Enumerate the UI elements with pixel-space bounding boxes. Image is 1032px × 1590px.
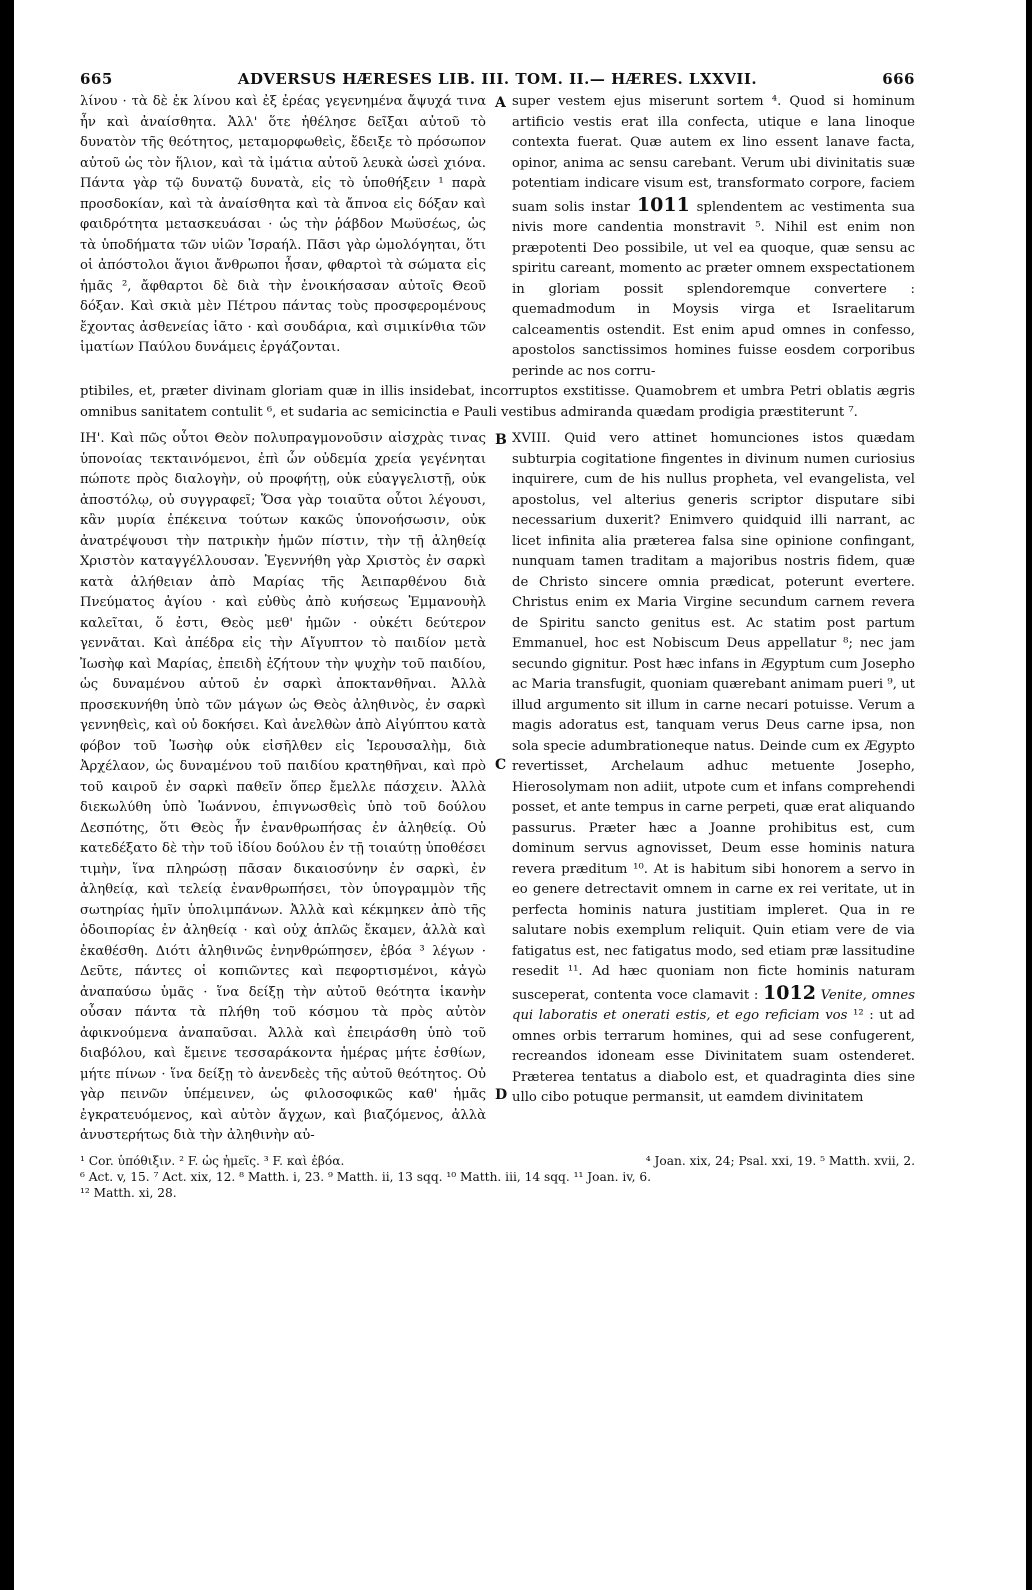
marginal-number-1012: 1012 xyxy=(763,981,816,1004)
fullwidth-latin: ptibiles, et, præter divinam gloriam quæ in illis insidebat, incorruptos exstitisse. Quamobrem et umbra Petri oblatis ægris omnibus sanitatem contulit ⁶, et sudaria ac semicinctia e Pauli vestibus admiranda quædam prodigia præstiterunt ⁷. xyxy=(80,384,915,420)
gutter-mark-b: B xyxy=(495,432,507,448)
footnote-line-3: ¹² Matth. xi, 28. xyxy=(80,1185,177,1200)
section-1 xyxy=(80,92,915,382)
latin-text-1b: splendentem ac vestimenta sua nivis more candentia monstravit ⁵. Nihil est enim non præpotenti Deo possibile, ut vel ea quoque, quæ sensu ac spiritu careant, momento ac præter omnem exspectationem in gloriam possit splendoremque convertere : quemadmodum in Moysis virga et Israelitarum calceamentis ostendit. Est enim apud omnes in confesso, apostolos sanctissimos homines fuisse eosdem corporibus perinde ac nos corru- xyxy=(512,199,915,379)
section-2 xyxy=(80,429,915,1147)
latin-quote: Venite, omnes qui laboratis et onerati estis, et ego reficiam vos xyxy=(512,987,915,1023)
footnote-line-1 xyxy=(80,1153,915,1169)
footnote-line-2: ⁶ Act. v, 15. ⁷ Act. xix, 12. ⁸ Matth. i, 23. ⁹ Matth. ii, 13 sqq. ¹⁰ Matth. iii, 14 sqq. ¹¹ Joan. iv, 6. xyxy=(80,1169,652,1184)
page xyxy=(80,68,915,1201)
greek-column-1: λίνου · τὰ δὲ ἐκ λίνου καὶ ἐξ ἐρέας γεγενημένα ἄψυχά τινα ἦν καὶ ἀναίσθητα. Ἀλλ' ὅτε ἠθέλησε δεῖξαι αὐτοῦ τὸ δυνατὸν τῆς θεότητος, μεταμορφωθεὶς, ἔδειξε τὸ πρόσωπον αὐτοῦ ὡς τὸν ἥλιον, καὶ τὰ ἱμάτια αὐτοῦ λευκὰ ὡσεὶ χιόνα. Πάντα γὰρ τῷ δυνατῷ δυνατὰ, εἰς τὸ ὑποθήξειν ¹ παρὰ προσδοκίαν, καὶ τὰ ἀναίσθητα καὶ τὰ ἄπνοα εἰς δόξαν καὶ φαιδρότητα μετασκευάσαι · ὡς τὴν ῥάβδον Μωϋσέως, ὡς τὰ ὑποδήματα τῶν υἱῶν Ἰσραήλ. Πᾶσι γὰρ ὡμολόγηται, ὅτι οἱ ἀπόστολοι ἅγιοι ἄνθρωποι ἦσαν, φθαρτοὶ τὰ σώματα εἰς ἡμᾶς ², ἄφθαρτοι δὲ διὰ τὴν ἐνοικήσασαν αὐτοῖς Θεοῦ δόξαν. Καὶ σκιὰ μὲν Πέτρου πάντας τοὺς προσφερομένους ἔχοντας ἀσθενείας ἰᾶτο · καὶ σουδάρια, καὶ σιμικίνθια τῶν ἱματίων Παύλου δυνάμεις ἐργάζονται. xyxy=(80,94,486,355)
page-number-right: 666 xyxy=(882,70,915,88)
footnote-greek-variants: ¹ Cor. ὑπόθιξιν. ² F. ὡς ἡμεῖς. ³ F. καὶ ἐβόα. xyxy=(80,1153,345,1168)
latin-column-2 xyxy=(512,429,915,1147)
scan-border-left xyxy=(0,0,14,1590)
gutter-mark-a: A xyxy=(495,95,506,111)
gutter-mark-c: C xyxy=(495,757,507,773)
running-title: ADVERSUS HÆRESES LIB. III. TOM. II.— HÆRES. LXXVII. xyxy=(237,70,758,88)
running-header xyxy=(80,68,915,92)
footnote-references-a: ⁴ Joan. xix, 24; Psal. xxi, 19. ⁵ Matth. xvii, 2. xyxy=(645,1153,915,1168)
latin-text-2b: ¹² : ut ad omnes orbis terrarum homines, qui ad sese confugerent, recreandos idoneam esse Divinitatem suam ostenderet. Præterea tentatus a diabolo est, et quadraginta dies sine ullo cibo potuque permansit, ut eamdem divinitatem xyxy=(512,1008,915,1105)
latin-text-2a: XVIII. Quid vero attinet homunciones istos quædam subturpia cogitatione fingentes in divinum numen curiosius inquirere, cum de his nullus propheta, vel evangelista, vel apostolus, vel alterius generis scriptor disputare sibi necessarium duxerit? Enimvero quidquid illi narrant, ac licet infinita alia præterea falsa sine opinione confingant, nunquam tamen traditam a majoribus nostris fidem, quæ de Christo sincere omnia prædicat, poterunt evertere. Christus enim ex Maria Virgine secundum carnem revera de Spiritu sancto genitus est. Ac statim post partum Emmanuel, hoc est Nobiscum Deus appellatur ⁸; nec jam secundo gignitur. Post hæc infans in Ægyptum cum Josepho ac Maria transfugit, quoniam quærebant animam pueri ⁹, ut illud argumento sit illum in carne necari potuisse. Verum a magis adoratus est, tanquam verus Deus carne ipsa, non sola specie adumbrationeque natus. Deinde cum ex Ægypto revertisset, Archelaum adhuc metuente Josepho, Hierosolymam non adiit, utpote cum et infans comprehendi posset, et ante tempus in carne perpeti, quæ erat aliquando passurus. Præter hæc a Joanne prohibitus est, cum dominum servus agnovisset, Deum esse hominis natura revera præditum ¹⁰. At is habitum sibi honorem a servo in eo genere detrectavit omnem in carne ex rei veritate, ut in perfecta hominis natura justitiam impleret. Qua in re salutare nobis exemplum reliquit. Quin etiam vere de via fatigatus est, nec fatigatus modo, sed etiam præ lassitudine resedit ¹¹. Ad hæc quoniam non ficte hominis naturam susceperat, contenta voce clamavit : xyxy=(512,431,915,1003)
gutter-mark-d: D xyxy=(495,1087,508,1103)
greek-column-2: ΙΗ'. Καὶ πῶς οὗτοι Θεὸν πολυπραγμονοῦσιν αἰσχρὰς τινας ὑπονοίας τεκταινόμενοι, ἐπὶ ὧν οὐδεμία χρεία γεγένηται πώποτε πρὸς διαλογὴν, οὐ προφήτῃ, οὐκ εὐαγγελιστῇ, οὐκ ἀποστόλῳ, οὐ συγγραφεῖ; Ὅσα γὰρ τοιαῦτα οὗτοι λέγουσι, κἂν μυρία ἐπέκεινα τούτων κακῶς ὑπονοήσωσιν, οὐκ ἀνατρέψουσι τὴν πατρικὴν ἡμῶν πίστιν, τὴν τῇ ἀληθείᾳ Χριστὸν καταγγέλλουσαν. Ἐγεννήθη γὰρ Χριστὸς ἐν σαρκὶ κατὰ ἀλήθειαν ἀπὸ Μαρίας τῆς Ἀειπαρθένου διὰ Πνεύματος ἁγίου · καὶ εὐθὺς ἀπὸ κυήσεως Ἐμμανουὴλ καλεῖται, ὅ ἐστι, Θεὸς μεθ' ἡμῶν · οὐκέτι δεύτερον γεννᾶται. Καὶ ἀπέδρα εἰς τὴν Αἴγυπτον τὸ παιδίον μετὰ Ἰωσὴφ καὶ Μαρίας, ἐπειδὴ ἐζήτουν τὴν ψυχὴν τοῦ παιδίου, ὡς δυναμένου αὐτοῦ ἐν σαρκὶ ἀποκτανθῆναι. Ἀλλὰ προσεκυνήθη ὑπὸ τῶν μάγων ὡς Θεὸς ἀληθινὸς, ἐν σαρκὶ γεννηθεὶς, καὶ οὐ δοκήσει. Καὶ ἀνελθὼν ἀπὸ Αἰγύπτου κατὰ φόβον τοῦ Ἰωσὴφ οὐκ εἰσῆλθεν εἰς Ἱερουσαλὴμ, διὰ Ἀρχέλαον, ὡς δυναμένου τοῦ παιδίου κρατηθῆναι, καὶ πρὸ τοῦ καιροῦ ἐν σαρκὶ παθεῖν ὅπερ ἔμελλε πάσχειν. Ἀλλὰ διεκωλύθη ὑπὸ Ἰωάννου, ἐπιγνωσθεὶς ὑπὸ τοῦ δούλου Δεσπότης, ὅτι Θεὸς ἦν ἐνανθρωπήσας ἐν ἀληθείᾳ. Οὐ κατεδέξατο δὲ τὴν τοῦ ἰδίου δούλου ἐν τῇ τοιαύτῃ ὑποθέσει τιμὴν, ἵνα πληρώσῃ πᾶσαν δικαιοσύνην ἐν σαρκὶ, ἐν ἀληθείᾳ, καὶ τελείᾳ ἐνανθρωπήσει, τὸν ὑπογραμμὸν τῆς σωτηρίας ἡμῖν ὑπολιμπάνων. Ἀλλὰ καὶ κέκμηκεν ἀπὸ τῆς ὁδοιπορίας ἐν ἀληθείᾳ · καὶ οὐχ ἁπλῶς ἔκαμεν, ἀλλὰ καὶ ἐκαθέσθη. Διότι ἀληθινῶς ἐνηνθρώπησεν, ἐβόα ³ λέγων · Δεῦτε, πάντες οἱ κοπιῶντες καὶ πεφορτισμένοι, κἀγὼ ἀναπαύσω ὑμᾶς · ἵνα δείξῃ τὴν αὐτοῦ θεότητα ἱκανὴν οὖσαν πάντα τὰ πλήθη τοῦ κόσμου τὰ πρὸς αὐτὸν ἀφικνούμενα ἀναπαῦσαι. Ἀλλὰ καὶ ἐπειράσθη ὑπὸ τοῦ διαβόλου, καὶ ἔμεινε τεσσαράκοντα ἡμέρας μήτε ἐσθίων, μήτε πίνων · ἵνα δείξῃ τὸ ἀνενδεὲς τῆς αὐτοῦ θεότητος. Οὐ γὰρ πεινῶν ὑπέμεινεν, ὡς φιλοσοφικῶς καθ' ἡμᾶς ἐγκρατευόμενος, καὶ αὐτὸν ἄγχων, καὶ βιαζόμενος, ἀλλὰ ἀνυστερήτως διὰ τὴν ἀληθινὴν αὐ- xyxy=(80,431,486,1143)
marginal-number-1011: 1011 xyxy=(636,193,690,216)
scan-border-right xyxy=(1026,0,1032,1590)
page-number-left: 665 xyxy=(80,70,113,88)
footnotes xyxy=(80,1153,915,1201)
latin-column-1 xyxy=(512,92,915,382)
latin-text-1a: super vestem ejus miserunt sortem ⁴. Quod si hominum artificio vestis erat illa confecta, utique e lana linoque contexta fuerat. Quæ autem ex lino essent lanave facta, opinor, anima ac sensu carebant. Verum ubi divinitatis suæ potentiam indicare visum est, transformato corpore, faciem suam solis instar xyxy=(512,94,915,215)
